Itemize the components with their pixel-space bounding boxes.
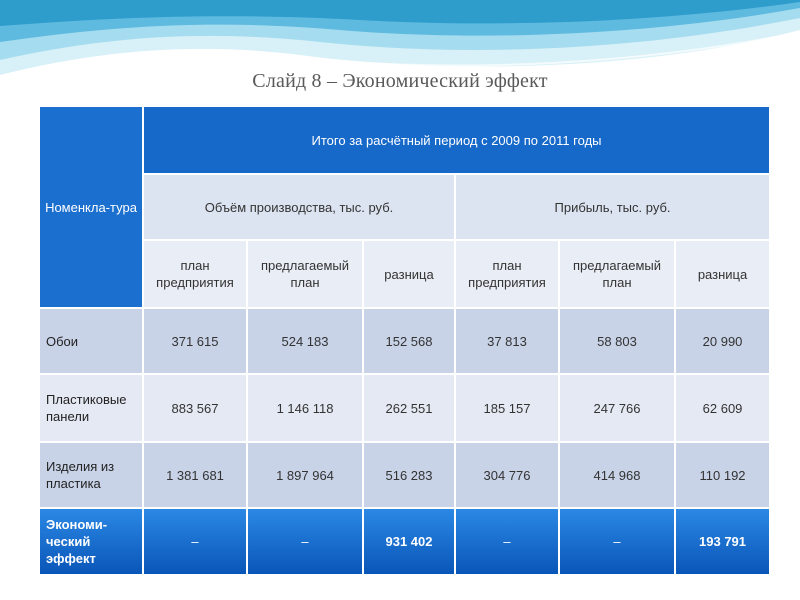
row-label: Изделия из пластика (40, 443, 142, 507)
total-cell: – (144, 509, 246, 574)
table-cell: 20 990 (676, 309, 769, 373)
table-cell: 1 381 681 (144, 443, 246, 507)
table-cell: 110 192 (676, 443, 769, 507)
table-cell: 414 968 (560, 443, 674, 507)
table-cell: 152 568 (364, 309, 454, 373)
table-cell: 185 157 (456, 375, 558, 441)
table-cell: 304 776 (456, 443, 558, 507)
total-cell: 931 402 (364, 509, 454, 574)
table-row (40, 443, 769, 507)
table-cell: 247 766 (560, 375, 674, 441)
profit-header: Прибыль, тыс. руб. (456, 175, 769, 239)
table-cell: 883 567 (144, 375, 246, 441)
slide-title: Слайд 8 – Экономический эффект (252, 70, 548, 92)
row-label: Пластиковые панели (40, 375, 142, 441)
total-cell: – (560, 509, 674, 574)
table-cell: 371 615 (144, 309, 246, 373)
table-cell: 516 283 (364, 443, 454, 507)
row-label: Обои (40, 309, 142, 373)
total-cell: 193 791 (676, 509, 769, 574)
subheader-proposed-plan: предлагаемый план (560, 241, 674, 307)
table-cell: 262 551 (364, 375, 454, 441)
table-cell: 1 897 964 (248, 443, 362, 507)
period-header: Итого за расчётный период с 2009 по 2011 годы (144, 107, 769, 173)
total-cell: – (456, 509, 558, 574)
total-cell: – (248, 509, 362, 574)
subheader-plan: план предприятия (456, 241, 558, 307)
economic-effect-table (38, 105, 771, 576)
subheader-plan: план предприятия (144, 241, 246, 307)
total-row-label: Экономи-ческий эффект (40, 509, 142, 574)
table-cell: 62 609 (676, 375, 769, 441)
subheader-proposed-plan: предлагаемый план (248, 241, 362, 307)
nomenclature-header: Номенкла-тура (40, 107, 142, 307)
table-cell: 58 803 (560, 309, 674, 373)
production-volume-header: Объём производства, тыс. руб. (144, 175, 454, 239)
subheader-difference: разница (676, 241, 769, 307)
subheader-difference: разница (364, 241, 454, 307)
table-row (40, 375, 769, 441)
table-row (40, 309, 769, 373)
table-cell: 37 813 (456, 309, 558, 373)
total-row (40, 509, 769, 574)
table-cell: 524 183 (248, 309, 362, 373)
table-cell: 1 146 118 (248, 375, 362, 441)
